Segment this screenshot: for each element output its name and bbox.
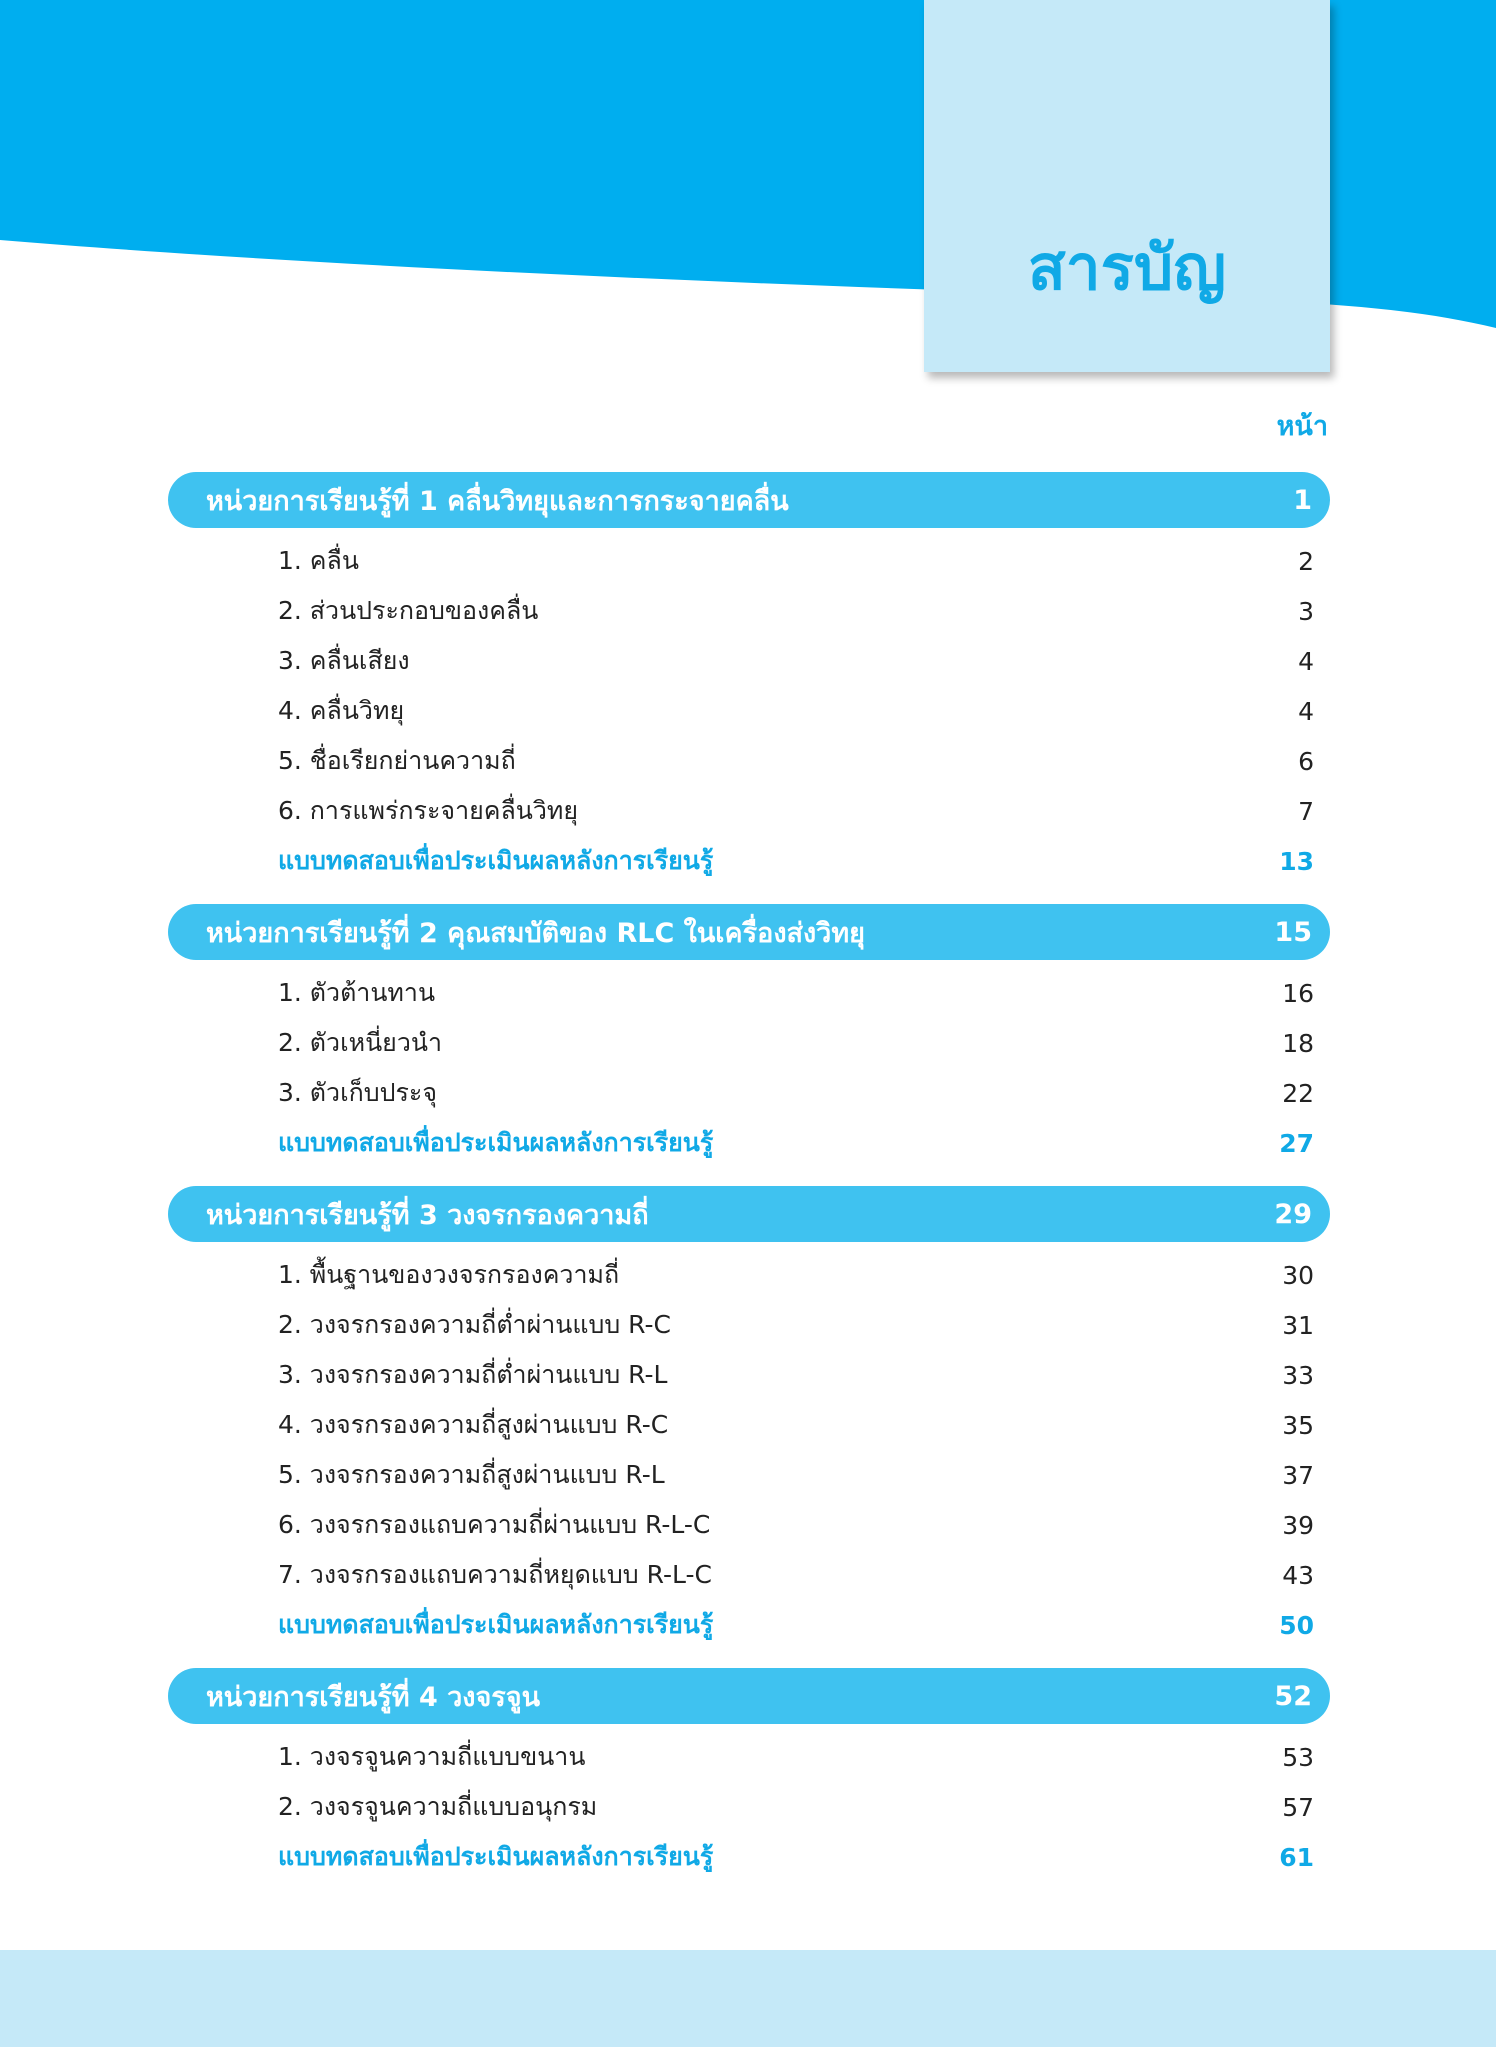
table-of-contents: [168, 472, 1330, 1900]
toc-item-label: 1. คลื่น: [278, 546, 359, 575]
unit-header[interactable]: [168, 1668, 1330, 1724]
toc-item-page: 22: [1282, 1078, 1314, 1108]
toc-item[interactable]: [168, 1068, 1330, 1118]
toc-item[interactable]: [168, 1500, 1330, 1550]
toc-item-label: แบบทดสอบเพื่อประเมินผลหลังการเรียนรู้: [278, 1842, 714, 1871]
toc-item-test[interactable]: [168, 1600, 1330, 1650]
toc-item[interactable]: [168, 1550, 1330, 1600]
toc-item-page: 3: [1298, 596, 1314, 626]
toc-item-page: 30: [1282, 1260, 1314, 1290]
toc-item-test[interactable]: [168, 1118, 1330, 1168]
toc-item[interactable]: [168, 536, 1330, 586]
toc-item[interactable]: [168, 1450, 1330, 1500]
toc-item[interactable]: [168, 1782, 1330, 1832]
unit-page: 1: [1293, 484, 1312, 516]
unit-title: หน่วยการเรียนรู้ที่ 4 วงจรจูน: [206, 1681, 541, 1713]
toc-item-page: 13: [1279, 846, 1314, 876]
toc-item[interactable]: [168, 586, 1330, 636]
toc-item-page: 27: [1279, 1128, 1314, 1158]
unit-title: หน่วยการเรียนรู้ที่ 3 วงจรกรองความถี่: [206, 1199, 649, 1231]
toc-item-label: 1. วงจรจูนความถี่แบบขนาน: [278, 1742, 586, 1771]
toc-item-label: 1. ตัวต้านทาน: [278, 978, 436, 1007]
unit-1: [168, 472, 1330, 904]
toc-item-label: 3. วงจรกรองความถี่ต่ำผ่านแบบ R-L: [278, 1360, 668, 1389]
unit-title: หน่วยการเรียนรู้ที่ 2 คุณสมบัติของ RLC ในเครื่องส่งวิทยุ: [206, 917, 865, 949]
toc-item-page: 61: [1279, 1842, 1314, 1872]
toc-item-page: 18: [1282, 1028, 1314, 1058]
toc-item-label: 2. วงจรกรองความถี่ต่ำผ่านแบบ R-C: [278, 1310, 672, 1339]
toc-item-page: 35: [1282, 1410, 1314, 1440]
toc-item-page: 57: [1282, 1792, 1314, 1822]
unit-2: [168, 904, 1330, 1186]
toc-item-label: 4. คลื่นวิทยุ: [278, 696, 405, 725]
bottom-band: [0, 1950, 1496, 2047]
toc-item-page: 4: [1298, 646, 1314, 676]
toc-item-page: 16: [1282, 978, 1314, 1008]
page-column-label: หน้า: [1276, 411, 1328, 442]
toc-item[interactable]: [168, 1400, 1330, 1450]
toc-item[interactable]: [168, 968, 1330, 1018]
title-box: [924, 0, 1330, 372]
unit-4: [168, 1668, 1330, 1900]
toc-item-page: 31: [1282, 1310, 1314, 1340]
toc-item[interactable]: [168, 1250, 1330, 1300]
unit-page: 29: [1274, 1198, 1312, 1230]
toc-item-label: 3. คลื่นเสียง: [278, 646, 410, 675]
unit-header[interactable]: [168, 1186, 1330, 1242]
toc-item-label: 4. วงจรกรองความถี่สูงผ่านแบบ R-C: [278, 1410, 669, 1439]
toc-item[interactable]: [168, 1018, 1330, 1068]
unit-header[interactable]: [168, 904, 1330, 960]
toc-item-page: 2: [1298, 546, 1314, 576]
toc-item-page: 50: [1279, 1610, 1314, 1640]
toc-item-label: 2. ตัวเหนี่ยวนำ: [278, 1028, 443, 1057]
toc-item[interactable]: [168, 1300, 1330, 1350]
unit-3: [168, 1186, 1330, 1668]
toc-item[interactable]: [168, 736, 1330, 786]
toc-item-label: 5. วงจรกรองความถี่สูงผ่านแบบ R-L: [278, 1460, 665, 1489]
toc-item-page: 39: [1282, 1510, 1314, 1540]
toc-item-label: 3. ตัวเก็บประจุ: [278, 1078, 437, 1107]
toc-item-page: 7: [1298, 796, 1314, 826]
toc-item-page: 4: [1298, 696, 1314, 726]
toc-item-page: 6: [1298, 746, 1314, 776]
toc-item-label: แบบทดสอบเพื่อประเมินผลหลังการเรียนรู้: [278, 1610, 714, 1639]
toc-item[interactable]: [168, 1350, 1330, 1400]
toc-item-label: 6. การแพร่กระจายคลื่นวิทยุ: [278, 796, 579, 825]
toc-item-label: แบบทดสอบเพื่อประเมินผลหลังการเรียนรู้: [278, 1128, 714, 1157]
toc-item-label: 1. พื้นฐานของวงจรกรองความถี่: [278, 1260, 620, 1289]
unit-page: 52: [1274, 1680, 1312, 1712]
unit-header[interactable]: [168, 472, 1330, 528]
toc-item[interactable]: [168, 1732, 1330, 1782]
page-title: สารบัญ: [1027, 230, 1227, 304]
toc-item-label: แบบทดสอบเพื่อประเมินผลหลังการเรียนรู้: [278, 846, 714, 875]
toc-item-page: 37: [1282, 1460, 1314, 1490]
toc-item-label: 2. ส่วนประกอบของคลื่น: [278, 596, 539, 625]
toc-item-label: 6. วงจรกรองแถบความถี่ผ่านแบบ R-L-C: [278, 1510, 711, 1539]
toc-item-page: 43: [1282, 1560, 1314, 1590]
toc-item-page: 53: [1282, 1742, 1314, 1772]
toc-item-label: 7. วงจรกรองแถบความถี่หยุดแบบ R-L-C: [278, 1560, 712, 1589]
toc-item[interactable]: [168, 786, 1330, 836]
toc-item-test[interactable]: [168, 1832, 1330, 1882]
toc-item[interactable]: [168, 686, 1330, 736]
toc-item-label: 5. ชื่อเรียกย่านความถี่: [278, 746, 516, 775]
toc-item-label: 2. วงจรจูนความถี่แบบอนุกรม: [278, 1792, 598, 1821]
toc-item[interactable]: [168, 636, 1330, 686]
toc-item-page: 33: [1282, 1360, 1314, 1390]
unit-title: หน่วยการเรียนรู้ที่ 1 คลื่นวิทยุและการกระจายคลื่น: [206, 485, 789, 517]
unit-page: 15: [1274, 916, 1312, 948]
toc-item-test[interactable]: [168, 836, 1330, 886]
